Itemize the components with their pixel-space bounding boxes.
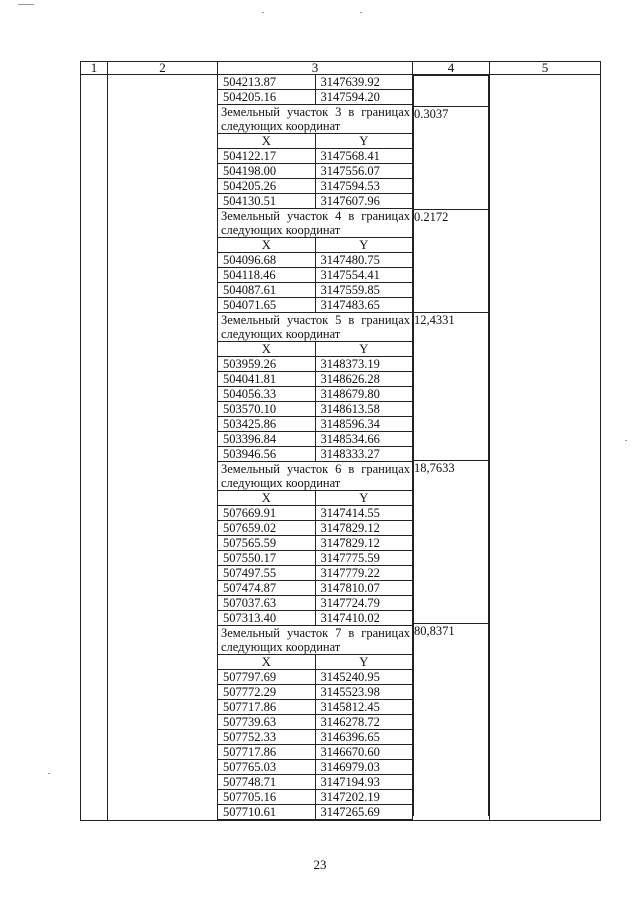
column-header: 3 [218, 62, 413, 75]
plot-section-title-row [218, 105, 412, 134]
coordinate-row [218, 596, 412, 611]
x-coordinate: 507772.29 [218, 685, 315, 700]
plot-section-title: Земельный участок 4 в границах следующих координат [218, 209, 412, 238]
y-coordinate: 3148596.34 [315, 417, 412, 432]
x-coordinate: 503959.26 [218, 357, 315, 372]
y-coordinate: 3147554.41 [315, 268, 412, 283]
area-spacer-cell [414, 76, 489, 107]
coordinate-row [218, 566, 412, 581]
scan-artifact [360, 12, 362, 13]
y-coordinate: 3148373.19 [315, 357, 412, 372]
x-coordinate: 504205.26 [218, 179, 315, 194]
x-coordinate: 507474.87 [218, 581, 315, 596]
y-coordinate: 3145523.98 [315, 685, 412, 700]
area-list [413, 75, 489, 816]
plot-area-value: 12,4331 [414, 313, 489, 461]
area-row [414, 461, 489, 624]
x-coordinate: X [218, 238, 315, 253]
coordinate-row [218, 700, 412, 715]
y-coordinate: 3148333.27 [315, 447, 412, 462]
coordinate-header-row [218, 134, 412, 149]
x-coordinate: 503425.86 [218, 417, 315, 432]
plot-section-title-row [218, 462, 412, 491]
coordinate-row [218, 357, 412, 372]
coordinate-row [218, 283, 412, 298]
x-coordinate: 507550.17 [218, 551, 315, 566]
coordinate-row [218, 581, 412, 596]
column-header: 5 [490, 62, 601, 75]
y-coordinate: 3146396.65 [315, 730, 412, 745]
coordinate-row [218, 253, 412, 268]
y-coordinate: 3148679.80 [315, 387, 412, 402]
coordinate-row [218, 90, 412, 105]
plot-section-title: Земельный участок 3 в границах следующих координат [218, 105, 412, 134]
y-coordinate: 3147829.12 [315, 536, 412, 551]
coordinate-row [218, 670, 412, 685]
x-coordinate: 504118.46 [218, 268, 315, 283]
table-header-row [81, 62, 601, 75]
coordinate-row [218, 402, 412, 417]
plot-section-title-row [218, 209, 412, 238]
plot-section-title-row [218, 313, 412, 342]
x-coordinate: X [218, 655, 315, 670]
y-coordinate: 3147414.55 [315, 506, 412, 521]
y-coordinate: 3147483.65 [315, 298, 412, 313]
column-2-cell [108, 75, 218, 821]
y-coordinate: 3147202.19 [315, 790, 412, 805]
coordinate-row [218, 447, 412, 462]
x-coordinate: 507748.71 [218, 775, 315, 790]
x-coordinate: 504122.17 [218, 149, 315, 164]
coordinate-row [218, 506, 412, 521]
plot-section-title: Земельный участок 7 в границах следующих координат [218, 626, 412, 655]
area-row [414, 210, 489, 313]
coordinate-row [218, 149, 412, 164]
x-coordinate: 507739.63 [218, 715, 315, 730]
y-coordinate: 3148626.28 [315, 372, 412, 387]
y-coordinate: 3146670.60 [315, 745, 412, 760]
coordinate-row [218, 611, 412, 626]
y-coordinate: Y [315, 491, 412, 506]
y-coordinate: Y [315, 134, 412, 149]
page-number: 23 [313, 857, 327, 872]
scan-artifact [262, 12, 264, 13]
coordinate-row [218, 745, 412, 760]
plot-section-title-row [218, 626, 412, 655]
x-coordinate: 504041.81 [218, 372, 315, 387]
coordinate-header-row [218, 655, 412, 670]
coordinate-row [218, 730, 412, 745]
area-row [414, 624, 489, 817]
coordinate-row [218, 387, 412, 402]
area-row [414, 313, 489, 461]
coordinate-row [218, 417, 412, 432]
x-coordinate: 507717.86 [218, 745, 315, 760]
x-coordinate: 503396.84 [218, 432, 315, 447]
y-coordinate: 3147265.69 [315, 805, 412, 820]
scan-artifact [625, 440, 627, 441]
x-coordinate: 504130.51 [218, 194, 315, 209]
area-row [414, 107, 489, 210]
plot-area-value: 0.2172 [414, 210, 489, 313]
x-coordinate: 507659.02 [218, 521, 315, 536]
y-coordinate: 3146278.72 [315, 715, 412, 730]
y-coordinate: Y [315, 342, 412, 357]
y-coordinate: 3145812.45 [315, 700, 412, 715]
coordinates-table [80, 61, 601, 821]
coordinate-row [218, 521, 412, 536]
coordinate-row [218, 75, 412, 90]
y-coordinate: 3147779.22 [315, 566, 412, 581]
x-coordinate: 507765.03 [218, 760, 315, 775]
coordinate-row [218, 715, 412, 730]
coordinate-header-row [218, 238, 412, 253]
y-coordinate: 3147594.53 [315, 179, 412, 194]
plot-section-title: Земельный участок 6 в границах следующих координат [218, 462, 412, 491]
x-coordinate: 507565.59 [218, 536, 315, 551]
coordinate-row [218, 685, 412, 700]
x-coordinate: 507313.40 [218, 611, 315, 626]
coordinate-row [218, 194, 412, 209]
y-coordinate: 3147559.85 [315, 283, 412, 298]
x-coordinate: 504056.33 [218, 387, 315, 402]
x-coordinate: 507717.86 [218, 700, 315, 715]
x-coordinate: 504213.87 [218, 75, 315, 90]
x-coordinate: 507705.16 [218, 790, 315, 805]
coordinate-row [218, 775, 412, 790]
plot-section-title: Земельный участок 5 в границах следующих координат [218, 313, 412, 342]
y-coordinate: 3148613.58 [315, 402, 412, 417]
y-coordinate: 3147775.59 [315, 551, 412, 566]
coordinate-row [218, 551, 412, 566]
y-coordinate: 3146979.03 [315, 760, 412, 775]
x-coordinate: 507669.91 [218, 506, 315, 521]
x-coordinate: 507037.63 [218, 596, 315, 611]
y-coordinate: 3147568.41 [315, 149, 412, 164]
x-coordinate: 504071.65 [218, 298, 315, 313]
plot-area-value: 0.3037 [414, 107, 489, 210]
x-coordinate: X [218, 342, 315, 357]
x-coordinate: 507752.33 [218, 730, 315, 745]
x-coordinate: X [218, 134, 315, 149]
plot-area-value: 18,7633 [414, 461, 489, 624]
x-coordinate: 503946.56 [218, 447, 315, 462]
plot-area-value: 80,8371 [414, 624, 489, 817]
scan-artifact [18, 4, 34, 5]
y-coordinate: Y [315, 655, 412, 670]
coordinate-row [218, 790, 412, 805]
y-coordinate: 3147410.02 [315, 611, 412, 626]
coordinate-row [218, 432, 412, 447]
x-coordinate: 504087.61 [218, 283, 315, 298]
x-coordinate: 504198.00 [218, 164, 315, 179]
x-coordinate: X [218, 491, 315, 506]
column-header: 4 [413, 62, 490, 75]
coordinate-row [218, 805, 412, 820]
coordinate-row [218, 372, 412, 387]
y-coordinate: 3147194.93 [315, 775, 412, 790]
x-coordinate: 507497.55 [218, 566, 315, 581]
plot-coordinates-list [218, 75, 412, 820]
y-coordinate: Y [315, 238, 412, 253]
column-3-cell [218, 75, 413, 821]
y-coordinate: 3147480.75 [315, 253, 412, 268]
column-header: 1 [81, 62, 108, 75]
x-coordinate: 504205.16 [218, 90, 315, 105]
scan-artifact [48, 773, 50, 774]
coordinate-row [218, 268, 412, 283]
area-spacer [414, 76, 489, 107]
y-coordinate: 3147607.96 [315, 194, 412, 209]
coordinate-row [218, 760, 412, 775]
y-coordinate: 3147556.07 [315, 164, 412, 179]
x-coordinate: 507797.69 [218, 670, 315, 685]
column-header: 2 [108, 62, 218, 75]
column-5-cell [490, 75, 601, 821]
y-coordinate: 3147810.07 [315, 581, 412, 596]
y-coordinate: 3148534.66 [315, 432, 412, 447]
coordinate-header-row [218, 491, 412, 506]
y-coordinate: 3147639.92 [315, 75, 412, 90]
coordinate-row [218, 298, 412, 313]
x-coordinate: 504096.68 [218, 253, 315, 268]
y-coordinate: 3147829.12 [315, 521, 412, 536]
coordinate-row [218, 179, 412, 194]
y-coordinate: 3145240.95 [315, 670, 412, 685]
x-coordinate: 503570.10 [218, 402, 315, 417]
column-4-cell [413, 75, 490, 821]
coordinate-row [218, 536, 412, 551]
x-coordinate: 507710.61 [218, 805, 315, 820]
column-1-cell [81, 75, 108, 821]
y-coordinate: 3147724.79 [315, 596, 412, 611]
y-coordinate: 3147594.20 [315, 90, 412, 105]
coordinate-header-row [218, 342, 412, 357]
coordinate-row [218, 164, 412, 179]
table-body-row [81, 75, 601, 821]
